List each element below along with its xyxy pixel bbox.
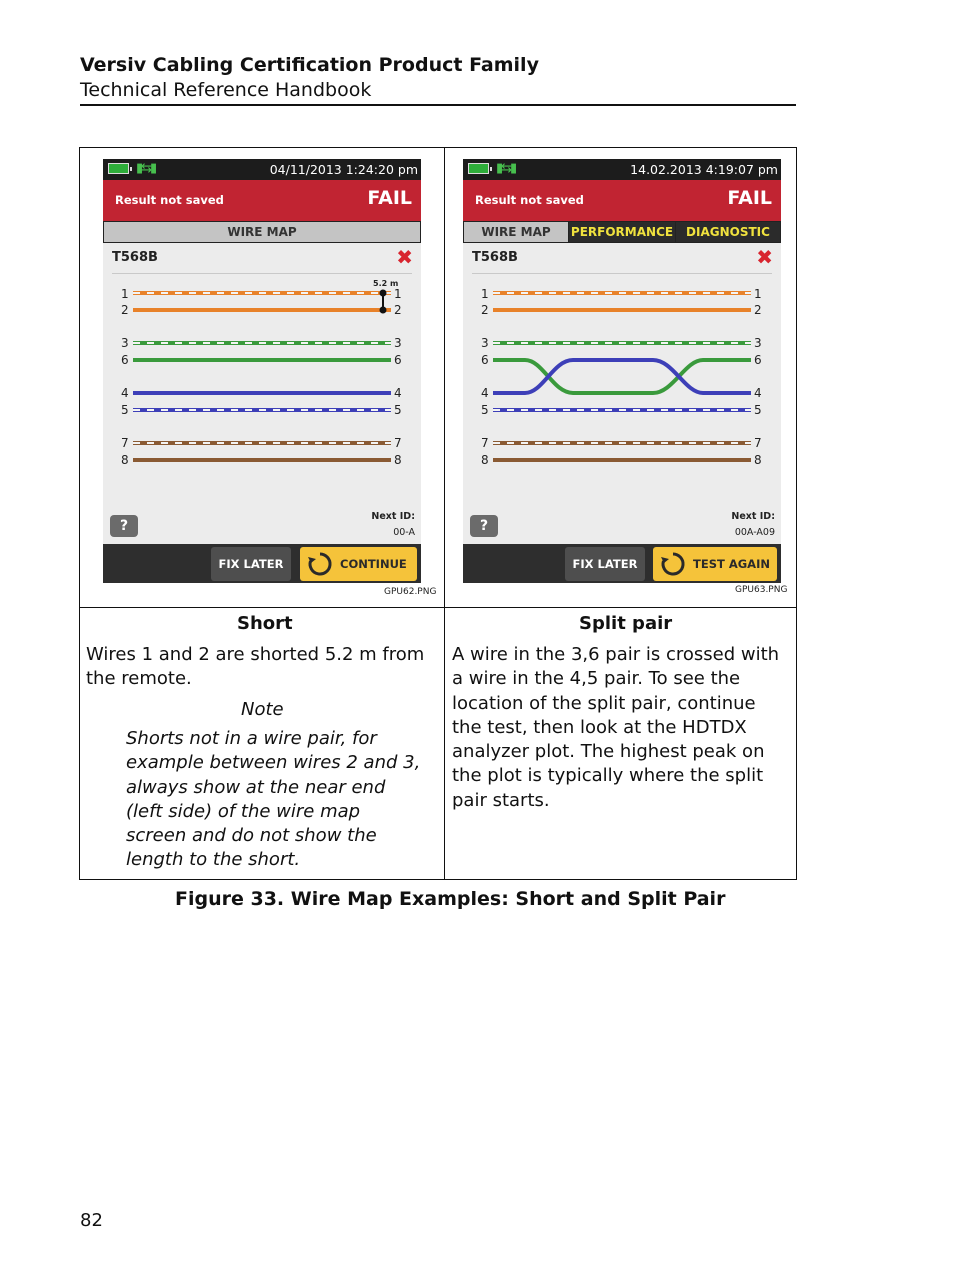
tab-performance[interactable]: PERFORMANCE	[569, 222, 675, 242]
figure-caption: Figure 33. Wire Map Examples: Short and Split Pair	[175, 888, 726, 910]
split-pair-title: Split pair	[579, 613, 673, 634]
pin-right-8: 8	[754, 453, 762, 467]
pin-left-8: 8	[121, 453, 129, 467]
page-number: 82	[80, 1210, 103, 1231]
pin-right-7: 7	[754, 436, 762, 450]
pin-left-3: 3	[481, 336, 489, 350]
connection-icon: ▮⇆▮	[496, 161, 516, 176]
fail-status: FAIL	[367, 187, 412, 209]
pin-left-7: 7	[121, 436, 129, 450]
pin-left-5: 5	[121, 403, 129, 417]
tab-diagnostic[interactable]: DIAGNOSTIC	[676, 222, 780, 242]
short-description: Wires 1 and 2 are shorted 5.2 m from the remote.	[86, 644, 425, 690]
wire-lines	[463, 159, 781, 544]
result-not-saved: Result not saved	[475, 193, 584, 207]
pin-right-3: 3	[394, 336, 402, 350]
short-title: Short	[237, 613, 293, 634]
pin-right-7: 7	[394, 436, 402, 450]
pin-right-3: 3	[754, 336, 762, 350]
tab-wire-map[interactable]: WIRE MAP	[104, 222, 420, 242]
pin-left-8: 8	[481, 453, 489, 467]
pin-right-8: 8	[394, 453, 402, 467]
pin-left-2: 2	[121, 303, 129, 317]
x-icon: ✖	[756, 245, 773, 269]
next-id-label: Next ID:	[371, 511, 415, 522]
help-icon[interactable]: ?	[470, 515, 498, 537]
pin-left-7: 7	[481, 436, 489, 450]
header-subtitle: Technical Reference Handbook	[80, 79, 372, 101]
pin-left-1: 1	[481, 287, 489, 301]
standard-label: T568B	[472, 250, 518, 265]
split-pair-description: A wire in the 3,6 pair is crossed with a wire in the 4,5 pair. To see the location of the split pair, continue the test, then look at the HDTDX analyzer plot. The highest peak on the plot is typically where the split pair starts.	[452, 644, 780, 811]
pin-left-4: 4	[481, 386, 489, 400]
pin-left-4: 4	[121, 386, 129, 400]
button-bar	[103, 544, 421, 583]
standard-label: T568B	[112, 250, 158, 265]
tester-screen-short	[103, 159, 421, 583]
wire-map-panel	[463, 243, 781, 544]
datetime: 14.02.2013 4:19:07 pm	[630, 162, 778, 177]
pin-right-2: 2	[394, 303, 402, 317]
header-rule	[80, 104, 796, 106]
pin-right-1: 1	[754, 287, 762, 301]
next-id-value: 00A-A09	[734, 527, 775, 538]
pin-right-6: 6	[754, 353, 762, 367]
note-text: Shorts not in a wire pair, for example between wires 2 and 3, always show at the near end (left side) of the wire map screen and do not show the length to the short.	[126, 728, 421, 871]
x-icon: ✖	[396, 245, 413, 269]
continue-label: CONTINUE	[340, 557, 407, 571]
wire-lines	[103, 159, 421, 544]
result-not-saved: Result not saved	[115, 193, 224, 207]
pin-right-5: 5	[754, 403, 762, 417]
pin-left-1: 1	[121, 287, 129, 301]
pin-left-6: 6	[481, 353, 489, 367]
help-icon[interactable]: ?	[110, 515, 138, 537]
pin-right-1: 1	[394, 287, 402, 301]
datetime: 04/11/2013 1:24:20 pm	[269, 162, 418, 177]
table-divider-horizontal	[79, 607, 797, 608]
fix-later-button[interactable]: FIX LATER	[211, 547, 291, 581]
tab-wire-map[interactable]: WIRE MAP	[464, 222, 568, 242]
test-again-button[interactable]	[653, 547, 777, 581]
wire-4	[493, 360, 751, 393]
fix-later-button[interactable]: FIX LATER	[565, 547, 645, 581]
pin-right-6: 6	[394, 353, 402, 367]
short-distance: 5.2 m	[373, 279, 399, 288]
pin-left-6: 6	[121, 353, 129, 367]
next-id-value: 00-A	[393, 527, 415, 538]
refresh-cycle-icon	[660, 551, 686, 577]
tester-screen-split-pair	[463, 159, 781, 583]
next-id-label: Next ID:	[731, 511, 775, 522]
pin-right-4: 4	[754, 386, 762, 400]
pin-left-5: 5	[481, 403, 489, 417]
wire-map-panel	[103, 243, 421, 544]
refresh-cycle-icon	[307, 551, 333, 577]
pin-right-2: 2	[754, 303, 762, 317]
fail-status: FAIL	[727, 187, 772, 209]
image-caption-left: GPU62.PNG	[384, 587, 437, 597]
pin-right-4: 4	[394, 386, 402, 400]
wire-6	[493, 360, 751, 393]
table-divider-vertical	[444, 147, 445, 880]
pin-left-3: 3	[121, 336, 129, 350]
connection-icon: ▮⇆▮	[136, 161, 156, 176]
button-bar	[463, 544, 781, 583]
test-again-label: TEST AGAIN	[693, 557, 770, 571]
header-title: Versiv Cabling Certification Product Family	[80, 54, 539, 76]
pin-right-5: 5	[394, 403, 402, 417]
note-title: Note	[241, 699, 284, 720]
pin-left-2: 2	[481, 303, 489, 317]
image-caption-right: GPU63.PNG	[735, 585, 788, 595]
continue-button[interactable]	[300, 547, 417, 581]
